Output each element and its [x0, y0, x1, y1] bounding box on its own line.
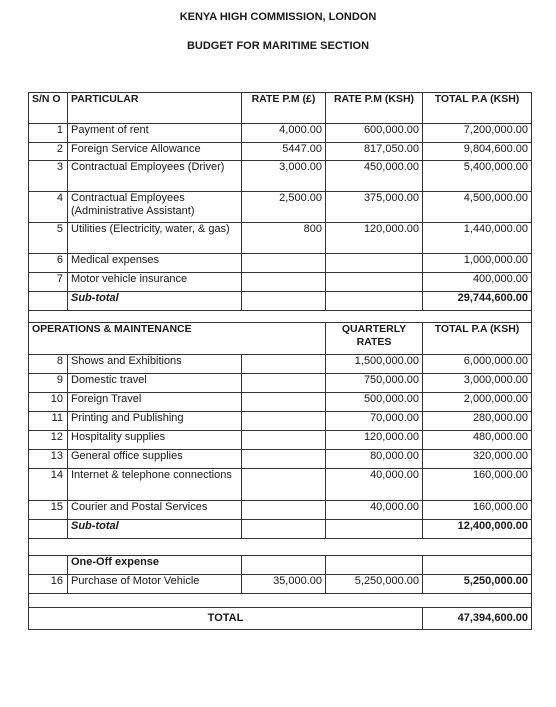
row-quarterly-rate: 40,000.00 [326, 469, 423, 501]
row-number: 1 [29, 124, 68, 143]
row-rate-gbp: 800 [242, 223, 326, 254]
empty-cell [326, 556, 423, 575]
row-quarterly-rate: 70,000.00 [326, 412, 423, 431]
row-particular: Foreign Service Allowance [68, 143, 242, 161]
table-row [29, 431, 532, 450]
spacer-cell [29, 539, 532, 556]
row-quarterly-rate: 750,000.00 [326, 374, 423, 393]
column-header-particular: PARTICULAR [68, 93, 242, 124]
row-particular: Shows and Exhibitions [68, 355, 242, 374]
row-number: 11 [29, 412, 68, 431]
section-title-operations: OPERATIONS & MAINTENANCE [29, 323, 326, 355]
grand-total-value: 47,394,600.00 [423, 608, 532, 630]
row-number: 7 [29, 273, 68, 292]
row-rate-gbp [242, 273, 326, 292]
column-header-quarterly: QUARTERLY RATES [326, 323, 423, 355]
row-quarterly-rate: 500,000.00 [326, 393, 423, 412]
row-rate-ksh [326, 273, 423, 292]
grand-total-row [29, 608, 532, 630]
row-rate-ksh [326, 254, 423, 273]
row-particular: Payment of rent [68, 124, 242, 143]
empty-cell [242, 431, 326, 450]
row-rate-ksh: 375,000.00 [326, 192, 423, 223]
empty-cell [242, 501, 326, 520]
row-particular: Internet & telephone connections [68, 469, 242, 501]
column-header-total-pa: TOTAL P.A (KSH) [423, 323, 532, 355]
row-rate-ksh: 600,000.00 [326, 124, 423, 143]
row-particular: Contractual Employees (Driver) [68, 161, 242, 192]
empty-cell [326, 292, 423, 311]
row-number: 4 [29, 192, 68, 223]
row-total: 5,400,000.00 [423, 161, 532, 192]
empty-cell [423, 556, 532, 575]
table-row [29, 355, 532, 374]
row-total: 160,000.00 [423, 501, 532, 520]
spacer-row [29, 594, 532, 608]
subtotal-value: 29,744,600.00 [423, 292, 532, 311]
empty-cell [326, 520, 423, 539]
document-subtitle: BUDGET FOR MARITIME SECTION [186, 40, 370, 52]
row-total: 5,250,000.00 [423, 575, 532, 594]
budget-table [28, 92, 532, 630]
row-total: 9,804,600.00 [423, 143, 532, 161]
row-rate-ksh: 450,000.00 [326, 161, 423, 192]
empty-cell [242, 292, 326, 311]
grand-total-label: TOTAL [29, 608, 423, 630]
row-number: 14 [29, 469, 68, 501]
table-row [29, 469, 532, 501]
row-rate-gbp: 4,000.00 [242, 124, 326, 143]
row-rate-gbp: 2,500.00 [242, 192, 326, 223]
row-number: 9 [29, 374, 68, 393]
row-total: 4,500,000.00 [423, 192, 532, 223]
column-header-rate-ksh: RATE P.M (KSH) [326, 93, 423, 124]
row-quarterly-rate: 40,000.00 [326, 501, 423, 520]
empty-cell [242, 556, 326, 575]
empty-cell [242, 520, 326, 539]
row-particular: Medical expenses [68, 254, 242, 273]
spacer-cell [29, 594, 532, 608]
row-rate-gbp: 5447.00 [242, 143, 326, 161]
row-rate-ksh: 5,250,000.00 [326, 575, 423, 594]
spacer-row [29, 539, 532, 556]
subtotal-row [29, 292, 532, 311]
row-particular: Motor vehicle insurance [68, 273, 242, 292]
empty-cell [242, 412, 326, 431]
row-total: 2,000,000.00 [423, 393, 532, 412]
table-row [29, 575, 532, 594]
table-row [29, 273, 532, 292]
row-particular: Printing and Publishing [68, 412, 242, 431]
empty-cell [29, 520, 68, 539]
row-rate-gbp: 35,000.00 [242, 575, 326, 594]
row-total: 7,200,000.00 [423, 124, 532, 143]
row-number: 13 [29, 450, 68, 469]
table-row [29, 192, 532, 223]
row-particular: Hospitality supplies [68, 431, 242, 450]
empty-cell [242, 469, 326, 501]
row-total: 3,000,000.00 [423, 374, 532, 393]
row-rate-gbp: 3,000.00 [242, 161, 326, 192]
row-particular: Utilities (Electricity, water, & gas) [68, 223, 242, 254]
table-row [29, 161, 532, 192]
row-number: 2 [29, 143, 68, 161]
row-number: 15 [29, 501, 68, 520]
table-row [29, 393, 532, 412]
row-total: 480,000.00 [423, 431, 532, 450]
empty-cell [242, 374, 326, 393]
row-quarterly-rate: 120,000.00 [326, 431, 423, 450]
row-total: 320,000.00 [423, 450, 532, 469]
table-row [29, 124, 532, 143]
section-header-row [29, 323, 532, 355]
table-row [29, 450, 532, 469]
row-number: 5 [29, 223, 68, 254]
table-row [29, 254, 532, 273]
row-number: 3 [29, 161, 68, 192]
row-rate-gbp [242, 254, 326, 273]
table-row [29, 143, 532, 161]
row-total: 6,000,000.00 [423, 355, 532, 374]
row-particular: Contractual Employees (Administrative Assistant) [68, 192, 242, 223]
empty-cell [242, 393, 326, 412]
table-header-row [29, 93, 532, 124]
row-quarterly-rate: 1,500,000.00 [326, 355, 423, 374]
row-number: 6 [29, 254, 68, 273]
row-total: 1,440,000.00 [423, 223, 532, 254]
section-title-one-off: One-Off expense [68, 556, 242, 575]
table-row [29, 374, 532, 393]
empty-cell [242, 450, 326, 469]
subtotal-row [29, 520, 532, 539]
empty-cell [29, 556, 68, 575]
row-number: 12 [29, 431, 68, 450]
subtotal-label: Sub-total [68, 292, 242, 311]
row-total: 160,000.00 [423, 469, 532, 501]
empty-cell [242, 355, 326, 374]
table-row [29, 223, 532, 254]
row-particular: Courier and Postal Services [68, 501, 242, 520]
subtotal-value: 12,400,000.00 [423, 520, 532, 539]
row-number: 8 [29, 355, 68, 374]
column-header-total-pa: TOTAL P.A (KSH) [423, 93, 532, 124]
table-row [29, 501, 532, 520]
row-rate-ksh: 120,000.00 [326, 223, 423, 254]
section-header-row [29, 556, 532, 575]
row-number: 10 [29, 393, 68, 412]
spacer-cell [29, 311, 532, 323]
spacer-row [29, 311, 532, 323]
row-particular: Foreign Travel [68, 393, 242, 412]
subtotal-label: Sub-total [68, 520, 242, 539]
row-particular: Domestic travel [68, 374, 242, 393]
row-quarterly-rate: 80,000.00 [326, 450, 423, 469]
row-particular: General office supplies [68, 450, 242, 469]
row-total: 280,000.00 [423, 412, 532, 431]
row-number: 16 [29, 575, 68, 594]
column-header-rate-gbp: RATE P.M (£) [242, 93, 326, 124]
row-total: 400,000.00 [423, 273, 532, 292]
row-total: 1,000,000.00 [423, 254, 532, 273]
row-rate-ksh: 817,050.00 [326, 143, 423, 161]
empty-cell [29, 292, 68, 311]
table-row [29, 412, 532, 431]
document-title: KENYA HIGH COMMISSION, LONDON [179, 11, 377, 23]
column-header-sno: S/N O [29, 93, 68, 124]
row-particular: Purchase of Motor Vehicle [68, 575, 242, 594]
